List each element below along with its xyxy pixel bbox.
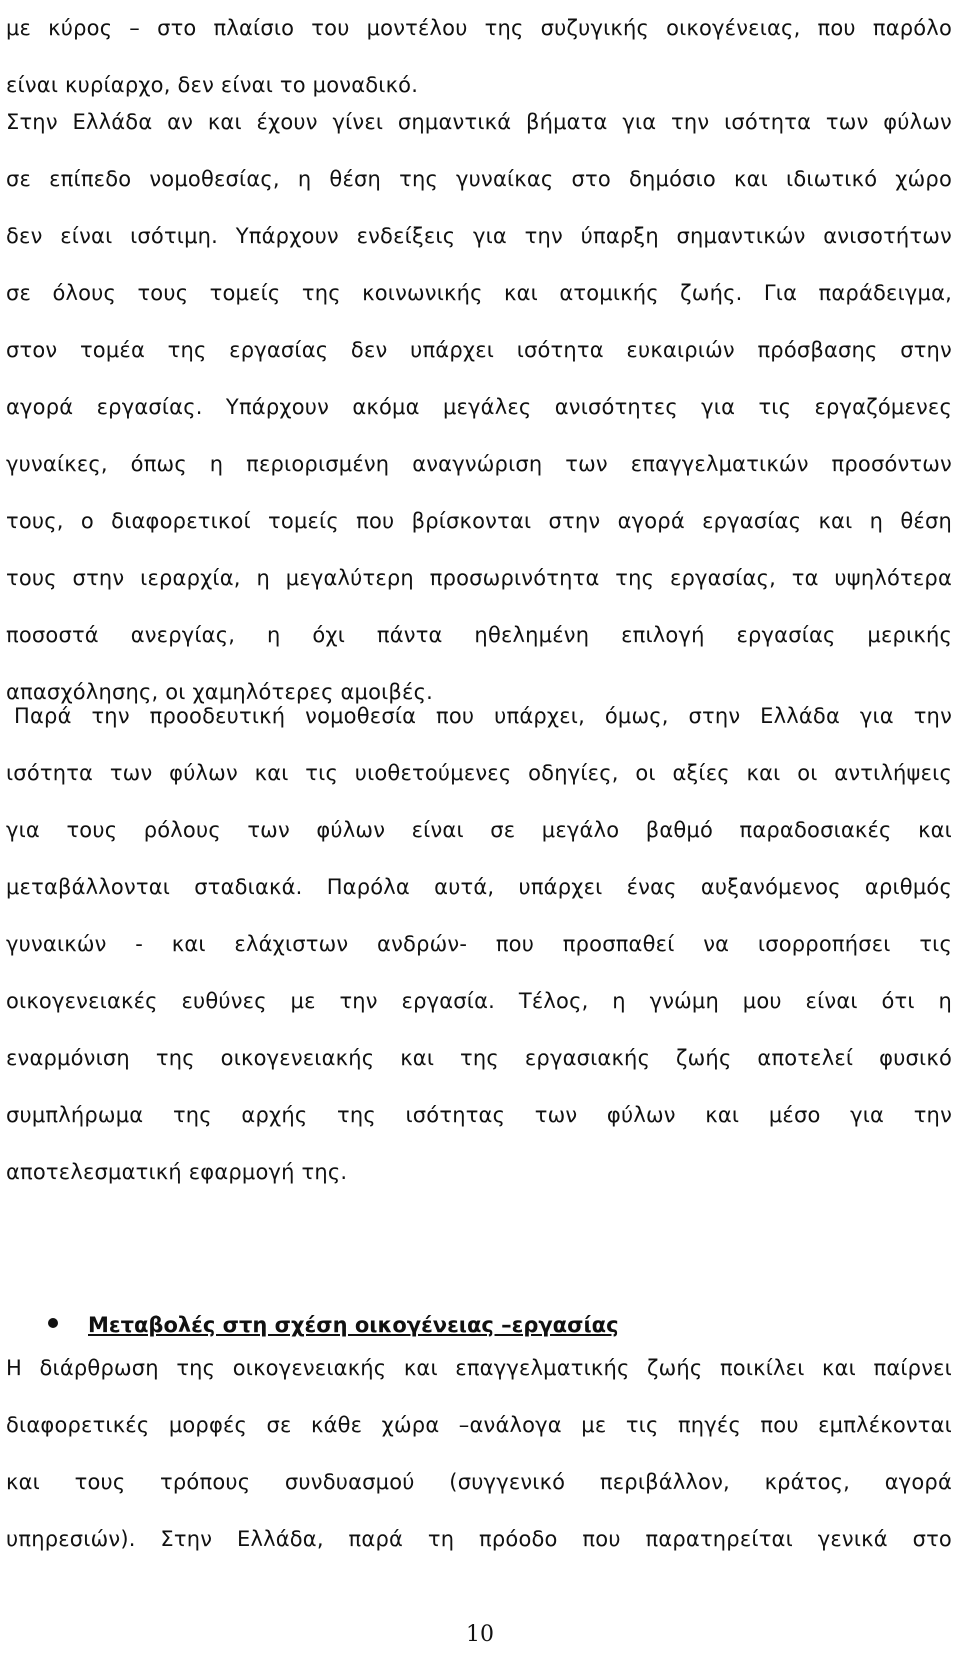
text-line: αγορά εργασίας. Υπάρχουν ακόμα μεγάλες ανισότητες για τις εργαζόμενες bbox=[6, 395, 952, 419]
text-line: Παρά την προοδευτική νομοθεσία που υπάρχει, όμως, στην Ελλάδα για την bbox=[14, 704, 952, 728]
text-line: στον τομέα της εργασίας δεν υπάρχει ισότητα ευκαιριών πρόσβασης στην bbox=[6, 338, 952, 362]
paragraph-3 bbox=[6, 688, 952, 1201]
text-line: σε όλους τους τομείς της κοινωνικής και ατομικής ζωής. Για παράδειγμα, bbox=[6, 281, 952, 305]
paragraph-2 bbox=[6, 94, 952, 721]
text-line: σε επίπεδο νομοθεσίας, η θέση της γυναίκας στο δημόσιο και ιδιωτικό χώρο bbox=[6, 167, 952, 191]
text-line: τους στην ιεραρχία, η μεγαλύτερη προσωρινότητα της εργασίας, τα υψηλότερα bbox=[6, 566, 952, 590]
paragraph-4 bbox=[6, 1340, 952, 1568]
text-line: με κύρος – στο πλαίσιο του μοντέλου της συζυγικής οικογένειας, που παρόλο bbox=[6, 16, 952, 40]
text-line: και τους τρόπους συνδυασμού (συγγενικό περιβάλλον, κράτος, αγορά bbox=[6, 1470, 952, 1494]
text-line: αποτελεσματική εφαρμογή της. bbox=[6, 1160, 348, 1184]
text-line: για τους ρόλους των φύλων είναι σε μεγάλο βαθμό παραδοσιακές και bbox=[6, 818, 952, 842]
text-line: ισότητα των φύλων και τις υιοθετούμενες οδηγίες, οι αξίες και οι αντιλήψεις bbox=[6, 761, 952, 785]
text-line: εναρμόνιση της οικογενειακής και της εργασιακής ζωής αποτελεί φυσικό bbox=[6, 1046, 952, 1070]
text-line: γυναίκες, όπως η περιορισμένη αναγνώριση των επαγγελματικών προσόντων bbox=[6, 452, 952, 476]
text-line: απασχόλησης, οι χαμηλότερες αμοιβές. bbox=[6, 680, 433, 704]
text-line: είναι κυρίαρχο, δεν είναι το μοναδικό. bbox=[6, 73, 419, 97]
text-line: υπηρεσιών). Στην Ελλάδα, παρά τη πρόοδο που παρατηρείται γενικά στο bbox=[6, 1527, 952, 1551]
page-number: 10 bbox=[466, 1622, 494, 1647]
text-line: ποσοστά ανεργίας, η όχι πάντα ηθελημένη επιλογή εργασίας μερικής bbox=[6, 623, 952, 647]
text-line: γυναικών - και ελάχιστων ανδρών- που προσπαθεί να ισορροπήσει τις bbox=[6, 932, 952, 956]
text-line: μεταβάλλονται σταδιακά. Παρόλα αυτά, υπάρχει ένας αυξανόμενος αριθμός bbox=[6, 875, 952, 899]
text-line: Στην Ελλάδα αν και έχουν γίνει σημαντικά βήματα για την ισότητα των φύλων bbox=[6, 110, 952, 134]
text-line: τους, ο διαφορετικοί τομείς που βρίσκονται στην αγορά εργασίας και η θέση bbox=[6, 509, 952, 533]
text-line: δεν είναι ισότιμη. Υπάρχουν ενδείξεις για την ύπαρξη σημαντικών ανισοτήτων bbox=[6, 224, 952, 248]
section-heading: Μεταβολές στη σχέση οικογένειας –εργασίας bbox=[88, 1313, 619, 1337]
text-line: Η διάρθρωση της οικογενειακής και επαγγελματικής ζωής ποικίλει και παίρνει bbox=[6, 1356, 952, 1380]
text-line: οικογενειακές ευθύνες με την εργασία. Τέλος, η γνώμη μου είναι ότι η bbox=[6, 989, 952, 1013]
text-line: συμπλήρωμα της αρχής της ισότητας των φύλων και μέσο για την bbox=[6, 1103, 952, 1127]
bullet-icon bbox=[48, 1318, 58, 1328]
text-line: διαφορετικές μορφές σε κάθε χώρα –ανάλογα με τις πηγές που εμπλέκονται bbox=[6, 1413, 952, 1437]
